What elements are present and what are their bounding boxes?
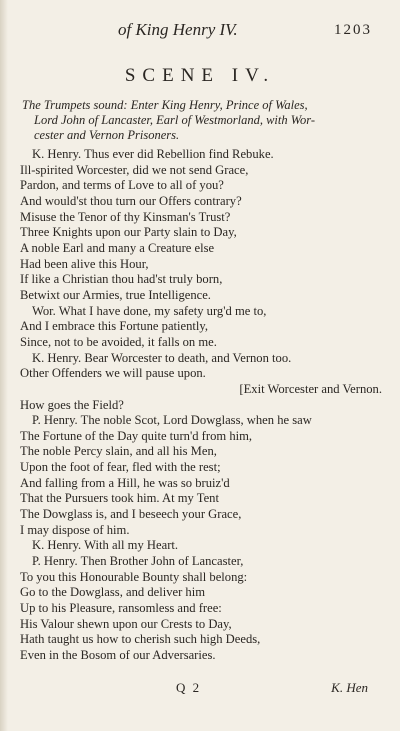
verse-line: The Dowglass is, and I beseech your Grace, <box>20 507 242 522</box>
verse-line: Up to his Pleasure, ransomless and free: <box>20 601 222 616</box>
verse-line: Even in the Bosom of our Adversaries. <box>20 648 216 662</box>
verse-line: Since, not to be avoided, it falls on me. <box>20 334 217 349</box>
verse-line: Go to the Dowglass, and deliver him <box>20 585 206 600</box>
verse-line: Other Offenders we will pause upon. <box>20 366 206 381</box>
verse-line: And I embrace this Fortune patiently, <box>20 319 209 334</box>
speech-line: K. Henry. With all my Heart. <box>32 538 179 553</box>
running-head <box>0 20 400 40</box>
verse-line: Upon the foot of fear, fled with the rest; <box>20 460 221 475</box>
signature-mark: Q 2 <box>176 680 202 695</box>
stage-direction-line: Lord John of Lancaster, Earl of Westmorland, with Wor- <box>34 113 316 127</box>
stage-direction-line: The Trumpets sound: Enter King Henry, Prince of Wales, <box>22 98 308 112</box>
verse-line: If like a Christian thou had'st truly born, <box>20 272 223 287</box>
exit-direction: [Exit Worcester and Vernon. <box>239 381 382 396</box>
verse-line: Had been alive this Hour, <box>20 256 149 271</box>
verse-line: Pardon, and terms of Love to all of you? <box>20 178 224 193</box>
verse-line: A noble Earl and many a Creature else <box>20 240 215 255</box>
verse-line: That the Pursuers took him. At my Tent <box>20 491 219 506</box>
stage-direction <box>22 98 382 143</box>
verse-line: Betwixt our Armies, true Intelligence. <box>20 287 211 302</box>
gutter-shadow <box>0 0 8 731</box>
running-head-title: of King Henry IV. <box>118 20 238 39</box>
speech-line: P. Henry. The noble Scot, Lord Dowglass, when he saw <box>32 413 312 428</box>
verse-line: His Valour shewn upon our Crests to Day, <box>20 616 232 631</box>
verse-line: The Fortune of the Day quite turn'd from him, <box>20 428 253 443</box>
verse-line: How goes the Field? <box>20 397 124 412</box>
speech-line: K. Henry. Bear Worcester to death, and Vernon too. <box>32 350 292 365</box>
verse-line: Misuse the Tenor of thy Kinsman's Trust? <box>20 209 231 224</box>
verse-line: Three Knights upon our Party slain to Day, <box>20 225 237 240</box>
speech-line: P. Henry. Then Brother John of Lancaster, <box>32 554 244 569</box>
page-footer <box>0 680 400 700</box>
verse-line: I may dispose of him. <box>20 522 130 537</box>
speech-line: K. Henry. Thus ever did Rebellion find Rebuke. <box>32 147 274 161</box>
verse-line: Ill-spirited Worcester, did we not send Grace, <box>20 162 249 177</box>
page-number: 1203 <box>334 22 372 38</box>
verse-line: Hath taught us how to cherish such high Deeds, <box>20 632 261 647</box>
catchword: K. Hen <box>331 680 368 695</box>
dialogue-text <box>20 147 390 664</box>
scene-heading: SCENE IV. <box>124 65 276 86</box>
verse-line: And falling from a Hill, he was so bruiz'd <box>20 475 230 490</box>
verse-line: To you this Honourable Bounty shall belong: <box>20 569 248 584</box>
verse-line: The noble Percy slain, and all his Men, <box>20 444 217 459</box>
verse-line: And would'st thou turn our Offers contrary? <box>20 193 242 208</box>
speech-line: Wor. What I have done, my safety urg'd me to, <box>32 303 267 318</box>
stage-direction-line: cester and Vernon Prisoners. <box>34 128 180 142</box>
